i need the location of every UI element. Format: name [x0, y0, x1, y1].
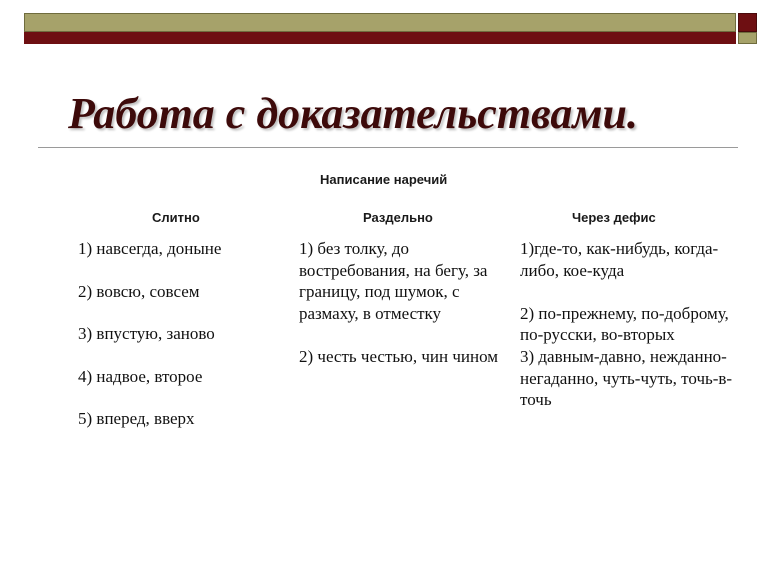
list-item: 1)где-то, как-нибудь, когда-либо, кое-куда: [520, 239, 719, 280]
header-bar-maroon: [24, 32, 736, 44]
column-header-hyphen: Через дефис: [572, 210, 656, 225]
column-header-separate: Раздельно: [363, 210, 433, 225]
column-separate: [299, 238, 509, 389]
list-item: 1) без толку, до востребования, на бегу, за границу, под шумок, с размаху, в отместку: [299, 239, 488, 323]
column-header-together: Слитно: [152, 210, 200, 225]
slide-title: Работа с доказательствами.: [68, 89, 639, 138]
column-hyphen: [520, 238, 740, 411]
list-item: 3) давным-давно, нежданно-негаданно, чуть-чуть, точь-в-точь: [520, 346, 733, 410]
header-bar-olive: [24, 13, 736, 32]
list-item: 3) впустую, заново: [78, 324, 215, 344]
title-divider: [38, 147, 738, 148]
corner-square-maroon: [738, 13, 757, 32]
list-item: 4) надвое, второе: [78, 366, 203, 386]
list-item: 5) вперед, вверх: [78, 409, 195, 429]
list-item: 2) вовсю, совсем: [78, 281, 200, 301]
list-item: 1) навсегда, доныне: [78, 239, 222, 258]
list-item: 2) честь честью, чин чином: [299, 346, 499, 366]
column-together: [78, 238, 288, 430]
table-caption: Написание наречий: [320, 172, 448, 187]
corner-square-olive: [738, 32, 757, 44]
list-item: 2) по-прежнему, по-доброму, по-русски, во-вторых: [520, 303, 729, 345]
